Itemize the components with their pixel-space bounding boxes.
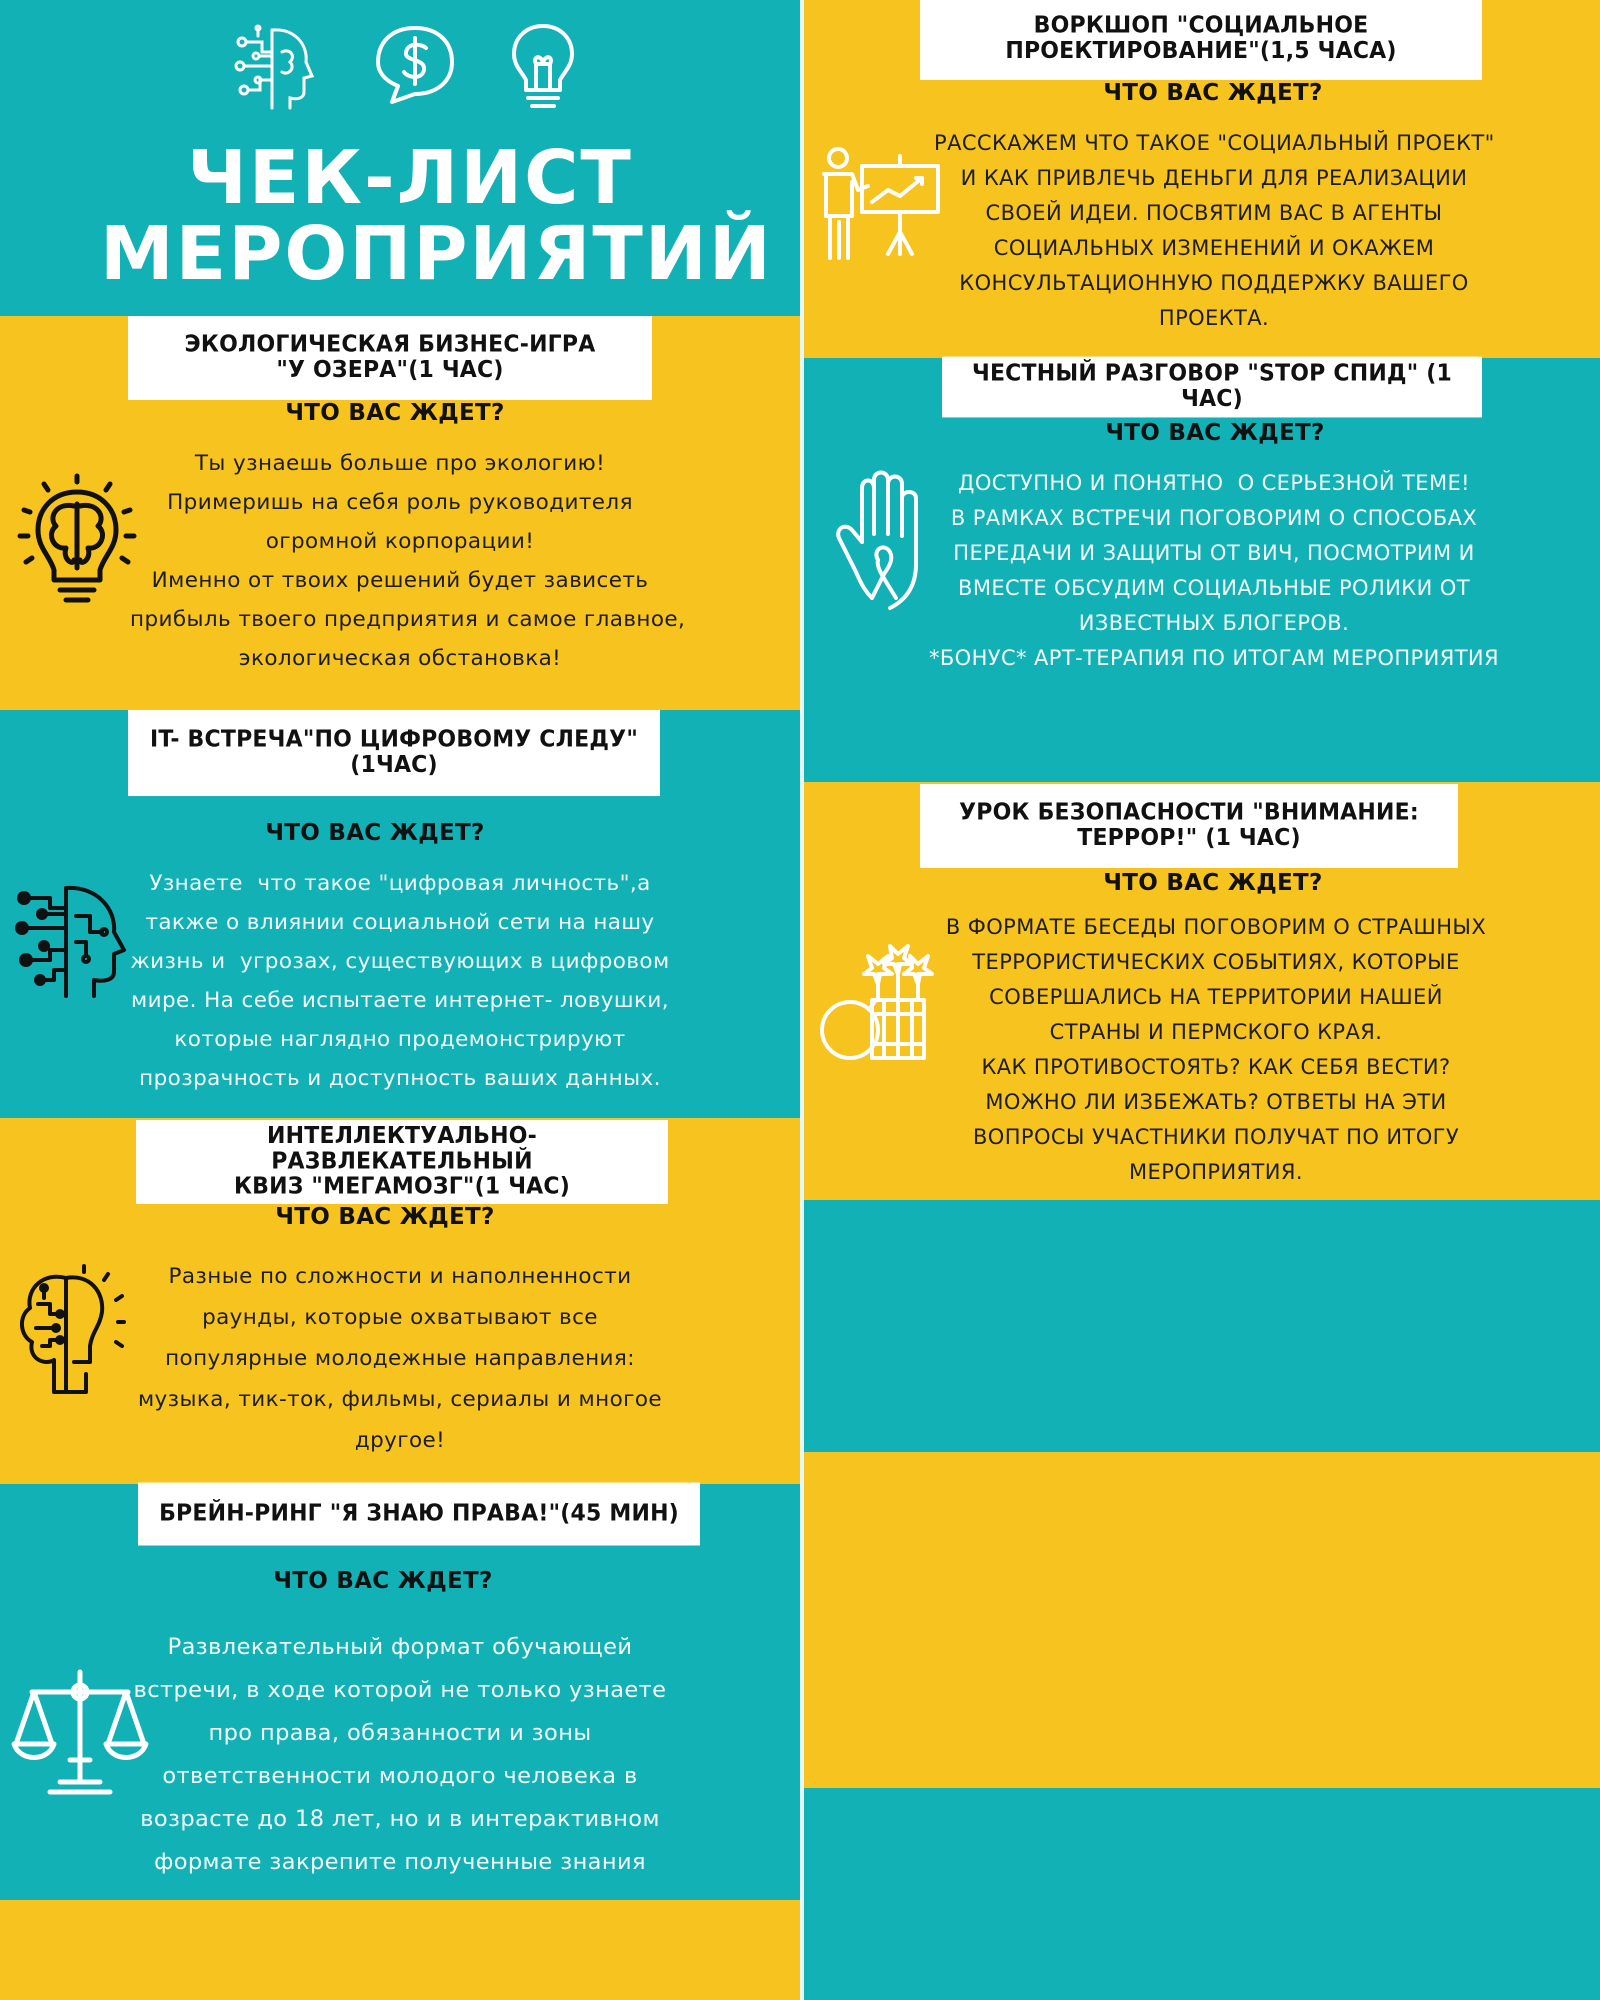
event-title-brainring: БРЕЙН-РИНГ "Я ЗНАЮ ПРАВА!"(45 МИН): [138, 1483, 700, 1546]
desc-line: РАССКАЖЕМ ЧТО ТАКОЕ "СОЦИАЛЬНЫЙ ПРОЕКТ": [934, 131, 1495, 155]
desc-line: В РАМКАХ ВСТРЕЧИ ПОГОВОРИМ О СПОСОБАХ: [950, 506, 1478, 530]
event-title-aids: ЧЕСТНЫЙ РАЗГОВОР "STOP СПИД" (1 ЧАС): [942, 357, 1482, 418]
page-title: [100, 135, 773, 297]
desc-line: которые наглядно продемонстрируют: [174, 1027, 626, 1052]
desc-line: встречи, в ходе которой не только узнаете: [133, 1677, 667, 1703]
event-desc-aids: [924, 466, 1504, 676]
desc-line: КОНСУЛЬТАЦИОННУЮ ПОДДЕРЖКУ ВАШЕГО: [959, 271, 1469, 295]
event-ask-aids: ЧТО ВАС ЖДЕТ?: [1105, 420, 1325, 446]
page-title-line2: МЕРОПРИЯТИЙ: [100, 211, 773, 297]
desc-line: СОВЕРШАЛИСЬ НА ТЕРРИТОРИИ НАШЕЙ: [989, 985, 1443, 1009]
ai-head-icon: [232, 22, 316, 112]
event-title-it: IT- ВСТРЕЧА"ПО ЦИФРОВОМУ СЛЕДУ" (1ЧАС): [128, 710, 660, 796]
desc-line: *БОНУС* АРТ-ТЕРАПИЯ ПО ИТОГАМ МЕРОПРИЯТИЯ: [928, 646, 1500, 670]
event-desc-brainring: [130, 1626, 670, 1884]
desc-line: Примеришь на себя роль руководителя: [167, 490, 633, 515]
desc-line: КАК ПРОТИВОСТОЯТЬ? КАК СЕБЯ ВЕСТИ?: [981, 1055, 1451, 1079]
presenter-icon: [818, 146, 944, 262]
desc-line: прозрачность и доступность ваших данных.: [139, 1066, 661, 1091]
desc-line: Узнаете что такое "цифровая личность",а: [149, 871, 651, 896]
event-ask-quiz: ЧТО ВАС ЖДЕТ?: [275, 1204, 495, 1230]
desc-line: ВОПРОСЫ УЧАСТНИКИ ПОЛУЧАТ ПО ИТОГУ: [972, 1125, 1460, 1149]
desc-line: огромной корпорации!: [265, 529, 535, 554]
desc-line: СВОЕЙ ИДЕИ. ПОСВЯТИМ ВАС В АГЕНТЫ: [985, 201, 1443, 225]
desc-line: ответственности молодого человека в: [162, 1763, 638, 1789]
desc-line: СТРАНЫ И ПЕРМСКОГО КРАЯ.: [1049, 1020, 1383, 1044]
event-desc-workshop: [934, 126, 1494, 336]
desc-line: раунды, которые охватывают все: [202, 1305, 598, 1330]
event-title-eco: ЭКОЛОГИЧЕСКАЯ БИЗНЕС-ИГРА "У ОЗЕРА"(1 ЧАС): [128, 316, 652, 400]
event-desc-terror: [936, 910, 1496, 1190]
desc-line: ПЕРЕДАЧИ И ЗАЩИТЫ ОТ ВИЧ, ПОСМОТРИМ И: [953, 541, 1475, 565]
desc-line: мире. На себе испытаете интернет- ловушки,: [130, 988, 669, 1013]
desc-line: музыка, тик-ток, фильмы, сериалы и многое: [137, 1387, 663, 1412]
event-title-quiz: ИНТЕЛЛЕКТУАЛЬНО-РАЗВЛЕКАТЕЛЬНЫЙ КВИЗ "МЕГАМОЗГ"(1 ЧАС): [136, 1120, 668, 1204]
desc-line: Ты узнаешь больше про экологию!: [194, 451, 606, 476]
desc-line: формате закрепите полученные знания: [154, 1849, 646, 1875]
desc-line: ДОСТУПНО И ПОНЯТНО О СЕРЬЕЗНОЙ ТЕМЕ!: [958, 471, 1470, 495]
desc-line: возрасте до 18 лет, но и в интерактивном: [140, 1806, 660, 1832]
event-desc-eco: [130, 444, 686, 678]
desc-line: про права, обязанности и зоны: [208, 1720, 592, 1746]
desc-line: также о влиянии социальной сети на нашу: [145, 910, 655, 935]
desc-line: прибыль твоего предприятия и самое главное,: [130, 607, 686, 632]
event-title-terror: УРОК БЕЗОПАСНОСТИ "ВНИМАНИЕ: ТЕРРОР!" (1 ЧАС): [920, 784, 1458, 868]
event-ask-workshop: ЧТО ВАС ЖДЕТ?: [1103, 80, 1323, 106]
event-ask-eco: ЧТО ВАС ЖДЕТ?: [285, 400, 505, 426]
desc-line: ВМЕСТЕ ОБСУДИМ СОЦИАЛЬНЫЕ РОЛИКИ ОТ: [958, 576, 1470, 600]
brain-idea-icon: [14, 1262, 128, 1398]
event-desc-quiz: [130, 1256, 670, 1461]
desc-line: ПРОЕКТА.: [1158, 306, 1270, 330]
event-ask-it: ЧТО ВАС ЖДЕТ?: [265, 820, 485, 846]
desc-line: экологическая обстановка!: [238, 646, 562, 671]
right-band-empty-3: [804, 1788, 1600, 2000]
desc-line: другое!: [354, 1428, 446, 1453]
desc-line: популярные молодежные направления:: [165, 1346, 635, 1371]
event-ask-brainring: ЧТО ВАС ЖДЕТ?: [273, 1568, 493, 1594]
desc-line: Разные по сложности и наполненности: [168, 1264, 632, 1289]
dollar-bubble-icon: [372, 22, 458, 106]
hand-ribbon-icon: [832, 468, 932, 632]
desc-line: ИЗВЕСТНЫХ БЛОГЕРОВ.: [1078, 611, 1350, 635]
desc-line: МЕРОПРИЯТИЯ.: [1129, 1160, 1303, 1184]
event-ask-terror: ЧТО ВАС ЖДЕТ?: [1103, 870, 1323, 896]
desc-line: В ФОРМАТЕ БЕСЕДЫ ПОГОВОРИМ О СТРАШНЫХ: [945, 915, 1487, 939]
desc-line: Развлекательный формат обучающей: [167, 1634, 633, 1660]
event-title-workshop: ВОРКШОП "СОЦИАЛЬНОЕ ПРОЕКТИРОВАНИЕ"(1,5 ЧАСА): [920, 0, 1482, 80]
desc-line: МОЖНО ЛИ ИЗБЕЖАТЬ? ОТВЕТЫ НА ЭТИ: [985, 1090, 1447, 1114]
desc-line: ТЕРРОРИСТИЧЕСКИХ СОБЫТИЯХ, КОТОРЫЕ: [972, 950, 1460, 974]
brain-bulb-icon: [16, 470, 138, 610]
desc-line: Именно от твоих решений будет зависеть: [151, 568, 649, 593]
desc-line: жизнь и угрозах, существующих в цифровом: [130, 949, 670, 974]
circuit-head-icon: [14, 880, 128, 1000]
page-title-line1: ЧЕК-ЛИСТ: [187, 135, 633, 221]
left-band-footer: [0, 1900, 800, 2000]
column-divider: [800, 0, 804, 2000]
event-desc-it: [130, 864, 670, 1098]
lightbulb-icon: [508, 20, 578, 114]
right-band-empty-1: [804, 1200, 1600, 1452]
desc-line: И КАК ПРИВЛЕЧЬ ДЕНЬГИ ДЛЯ РЕАЛИЗАЦИИ: [960, 166, 1468, 190]
scales-icon: [10, 1664, 150, 1800]
desc-line: СОЦИАЛЬНЫХ ИЗМЕНЕНИЙ И ОКАЖЕМ: [993, 236, 1435, 260]
dynamite-icon: [818, 934, 948, 1066]
right-band-empty-2: [804, 1452, 1600, 1788]
